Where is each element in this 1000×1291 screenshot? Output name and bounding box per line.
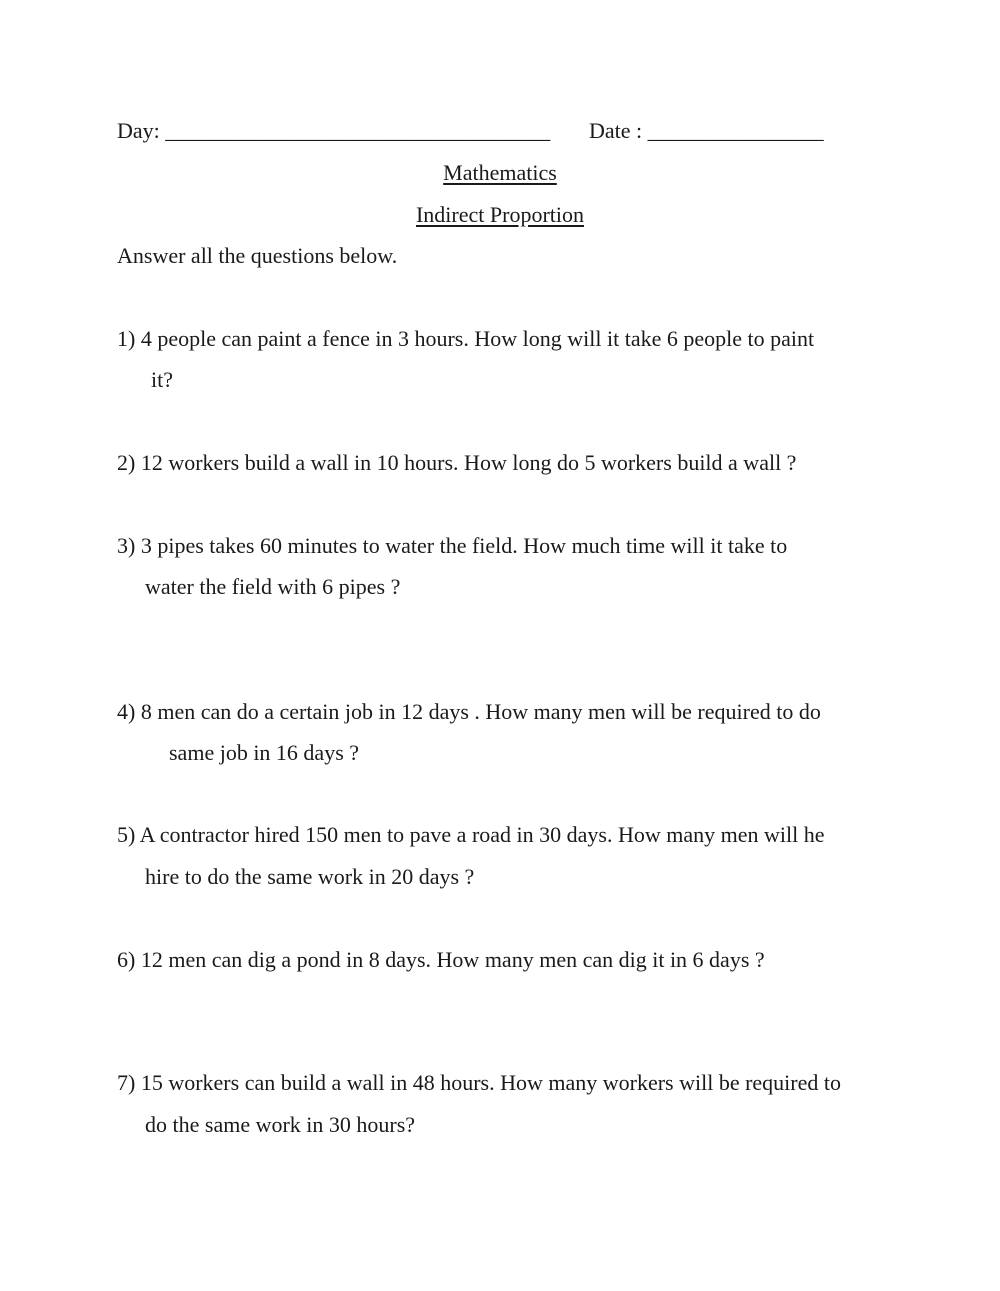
subject-title-text: Mathematics [443,160,557,185]
day-field-label: Day: ___________________________________ [117,118,551,143]
date-field-label: Date : ________________ [589,118,824,143]
subject-title [0,162,1000,184]
question-7-line-1: 7) 15 workers can build a wall in 48 hours. How many workers will be required to [117,1070,842,1095]
question-1-line-2: it? [151,367,173,392]
topic-title-text: Indirect Proportion [415,202,585,227]
question-4-line-2: same job in 16 days ? [169,740,360,765]
question-4-line-1: 4) 8 men can do a certain job in 12 days . How many men will be required to do [117,699,821,724]
question-5-line-2: hire to do the same work in 20 days ? [145,864,475,889]
question-3-line-2: water the field with 6 pipes ? [145,574,401,599]
question-6-line-1: 6) 12 men can dig a pond in 8 days. How many men can dig it in 6 days ? [117,947,765,972]
instructions: Answer all the questions below. [117,243,398,268]
question-1-line-1: 1) 4 people can paint a fence in 3 hours. How long will it take 6 people to paint [117,326,815,351]
question-3-line-1: 3) 3 pipes takes 60 minutes to water the field. How much time will it take to [117,533,788,558]
question-7-line-2: do the same work in 30 hours? [145,1112,416,1137]
question-5-line-1: 5) A contractor hired 150 men to pave a road in 30 days. How many men will he [117,822,825,847]
topic-title [0,204,1000,226]
question-2-line-1: 2) 12 workers build a wall in 10 hours. How long do 5 workers build a wall ? [117,450,797,475]
